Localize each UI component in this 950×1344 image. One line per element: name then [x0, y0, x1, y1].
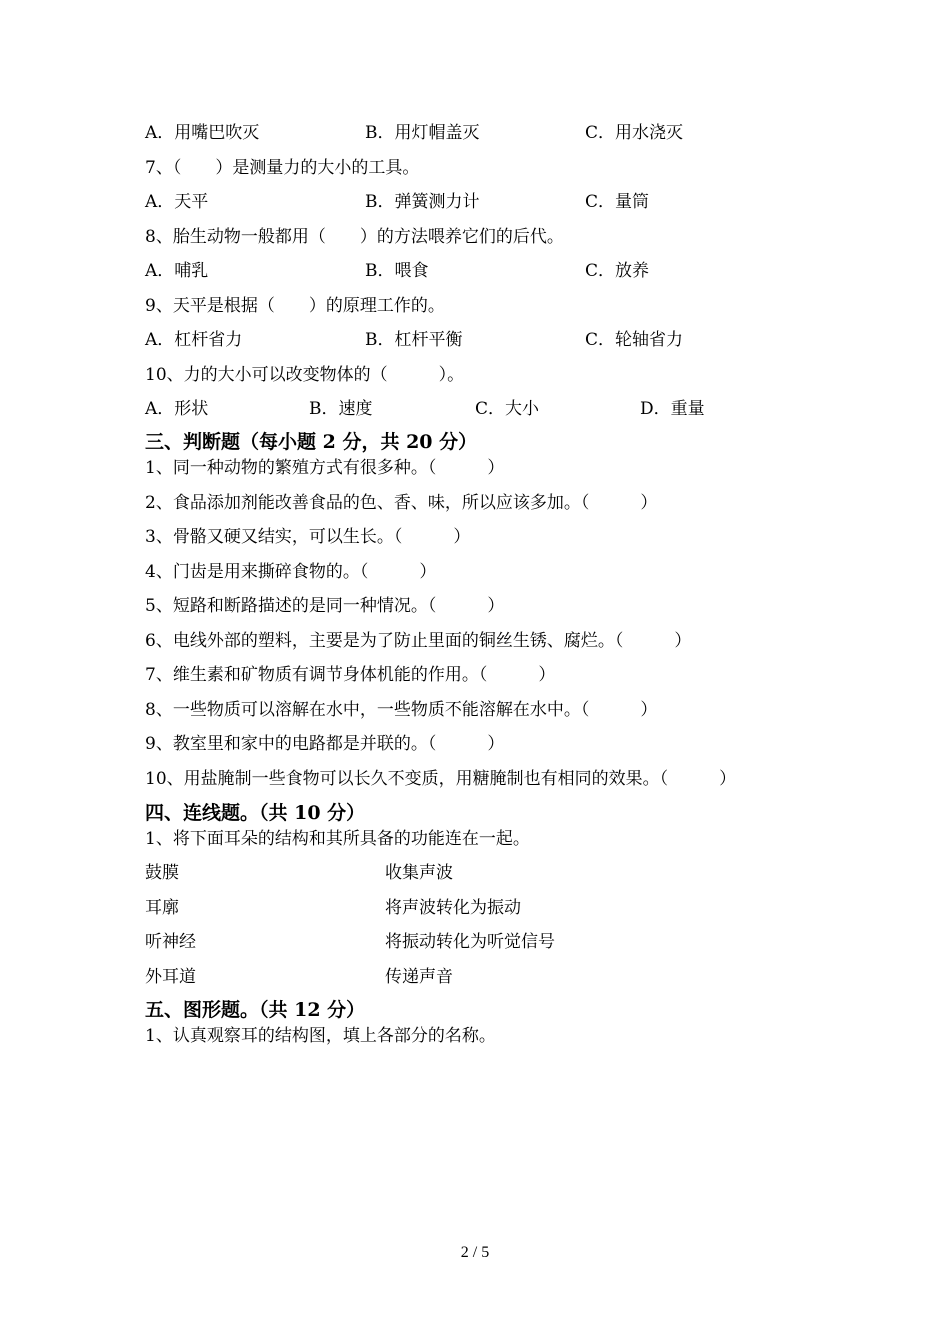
tf-item-7: 7、维生素和矿物质有调节身体机能的作用。（ ） [145, 665, 556, 685]
q6-option-b: B．用灯帽盖灭 [365, 123, 480, 143]
matching-right-item: 将振动转化为听觉信号 [385, 932, 555, 952]
matching-row [145, 931, 555, 953]
tf-item-6: 6、电线外部的塑料，主要是为了防止里面的铜丝生锈、腐烂。（ ） [145, 631, 692, 651]
q10-option-b: B．速度 [309, 399, 373, 419]
matching-row [145, 862, 453, 884]
tf-item-1: 1、同一种动物的繁殖方式有很多种。（ ） [145, 458, 505, 478]
matching-left-item: 听神经 [145, 932, 196, 952]
diagram-prompt: 1、认真观察耳的结构图，填上各部分的名称。 [145, 1026, 496, 1046]
matching-left-item: 鼓膜 [145, 863, 179, 883]
matching-right-item: 传递声音 [385, 967, 453, 987]
tf-item-3: 3、骨骼又硬又结实，可以生长。（ ） [145, 527, 471, 547]
matching-prompt: 1、将下面耳朵的结构和其所具备的功能连在一起。 [145, 829, 530, 849]
q10-stem: 10、力的大小可以改变物体的（ ）。 [145, 365, 465, 385]
matching-left-item: 耳廓 [145, 898, 179, 918]
tf-item-9: 9、教室里和家中的电路都是并联的。（ ） [145, 734, 505, 754]
q8-stem: 8、胎生动物一般都用（ ）的方法喂养它们的后代。 [145, 227, 564, 247]
matching-right-item: 收集声波 [385, 863, 453, 883]
matching-row [145, 966, 453, 988]
q7-option-c: C．量筒 [585, 192, 650, 212]
tf-item-8: 8、一些物质可以溶解在水中，一些物质不能溶解在水中。（ ） [145, 700, 658, 720]
matching-right-item: 将声波转化为振动 [385, 898, 521, 918]
section4-title: 四、连线题。（共 10 分） [145, 802, 366, 824]
q6-option-a: A．用嘴巴吹灭 [145, 123, 260, 143]
q7-option-a: A．天平 [145, 192, 209, 212]
page-number: 2 / 5 [460, 1244, 490, 1261]
q9-option-c: C．轮轴省力 [585, 330, 684, 350]
matching-left-item: 外耳道 [145, 967, 196, 987]
section3-title: 三、判断题（每小题 2 分，共 20 分） [145, 431, 478, 453]
q7-stem: 7、（ ）是测量力的大小的工具。 [145, 158, 420, 178]
tf-item-4: 4、门齿是用来撕碎食物的。（ ） [145, 562, 437, 582]
q10-option-d: D．重量 [640, 399, 705, 419]
matching-row [145, 897, 521, 919]
tf-item-10: 10、用盐腌制一些食物可以长久不变质，用糖腌制也有相同的效果。（ ） [145, 769, 737, 789]
q10-option-c: C．大小 [475, 399, 540, 419]
section5-title: 五、图形题。（共 12 分） [145, 999, 366, 1021]
q9-option-b: B．杠杆平衡 [365, 330, 463, 350]
q8-option-c: C．放养 [585, 261, 650, 281]
q8-option-b: B．喂食 [365, 261, 429, 281]
q9-stem: 9、天平是根据（ ）的原理工作的。 [145, 296, 445, 316]
q7-option-b: B．弹簧测力计 [365, 192, 480, 212]
q6-option-c: C．用水浇灭 [585, 123, 684, 143]
q9-option-a: A．杠杆省力 [145, 330, 243, 350]
q8-option-a: A．哺乳 [145, 261, 209, 281]
tf-item-5: 5、短路和断路描述的是同一种情况。（ ） [145, 596, 505, 616]
q10-option-a: A．形状 [145, 399, 209, 419]
tf-item-2: 2、食品添加剂能改善食品的色、香、味，所以应该多加。（ ） [145, 493, 658, 513]
